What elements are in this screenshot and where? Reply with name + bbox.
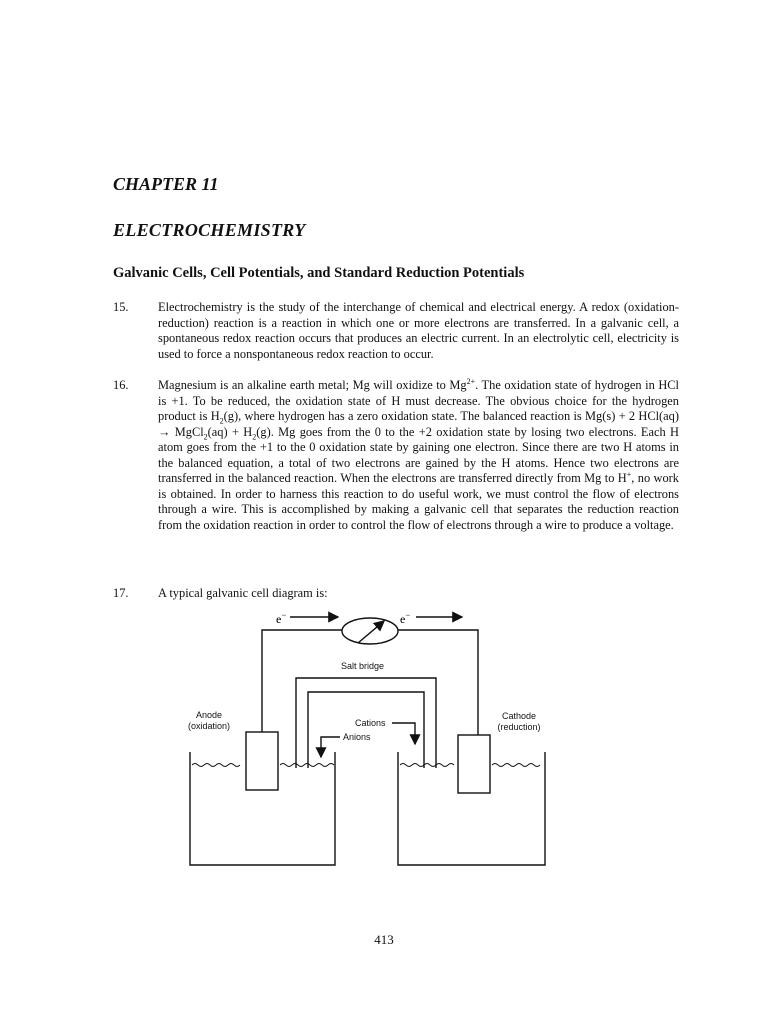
page-number: 413 [374,932,394,947]
cations-arrow [392,723,415,744]
anions-label: Anions [343,732,371,742]
electrode-cathode [458,735,490,793]
problem-text: Electrochemistry is the study of the interchange of chemical and electrical energy. A redox (oxidation-reduction) reaction is a reaction in which one or more electrons are transferred. In a galvanic cell, a spontaneous redox reaction occurs that produces an electric current. In an electrolytic cell, electricity is used to force a nonspontaneous redox reaction to occur. [158,300,679,361]
wire-left [262,630,342,740]
electron-label-left: e− [276,610,287,626]
problem-number: 17. [113,586,129,600]
anode-sublabel: (oxidation) [187,721,231,731]
section-heading: Galvanic Cells, Cell Potentials, and Standard Reduction Potentials [113,265,525,281]
electrode-anode [246,732,278,790]
problem-text: A typical galvanic cell diagram is: [158,586,328,600]
salt-bridge-label: Salt bridge [341,661,385,671]
cathode-sublabel: (reduction) [497,722,541,732]
cathode-label: Cathode [501,711,537,721]
anions-arrow [321,737,340,757]
problem-number: 16. [113,378,129,392]
chapter-title: ELECTROCHEMISTRY [113,220,306,240]
electron-label-right: e− [400,610,411,626]
cations-label: Cations [355,718,386,728]
chapter-heading: CHAPTER 11 [113,174,219,194]
problem-number: 15. [113,300,129,314]
problem-text: Magnesium is an alkaline earth metal; Mg will oxidize to $Mg^{2+}$. The oxidation state of hydrogen in HCl is +1. To be reduced, the oxidation state of H must decrease. The obvious choice for the hydrogen product is $H_2(g)$, where hydrogen has a zero oxidation state. The balanced reaction is Mg(s) + 2 HCl(aq) → MgCl$_2$(aq) + $H_2(g)$. Mg goes from the 0 to the +2 oxidation state by losing two electrons. Each H atom goes from the +1 to the 0 oxidation state by gaining one electron. Since there are two H atoms in the balanced equation, a total of two electrons are gained by the H atoms. Hence two electrons are transferred in the balanced reaction. When the electrons are transferred directly from Mg to H+, no work is obtained. In order to harness this reaction to do useful work, we must control the flow of electrons through a wire. This is accomplished by making a galvanic cell that separates the reduction reaction from the oxidation reaction in order to control the flow of electrons through a wire to produce a voltage. [158,376,680,532]
anode-label: Anode [195,710,223,720]
voltmeter [342,618,398,644]
